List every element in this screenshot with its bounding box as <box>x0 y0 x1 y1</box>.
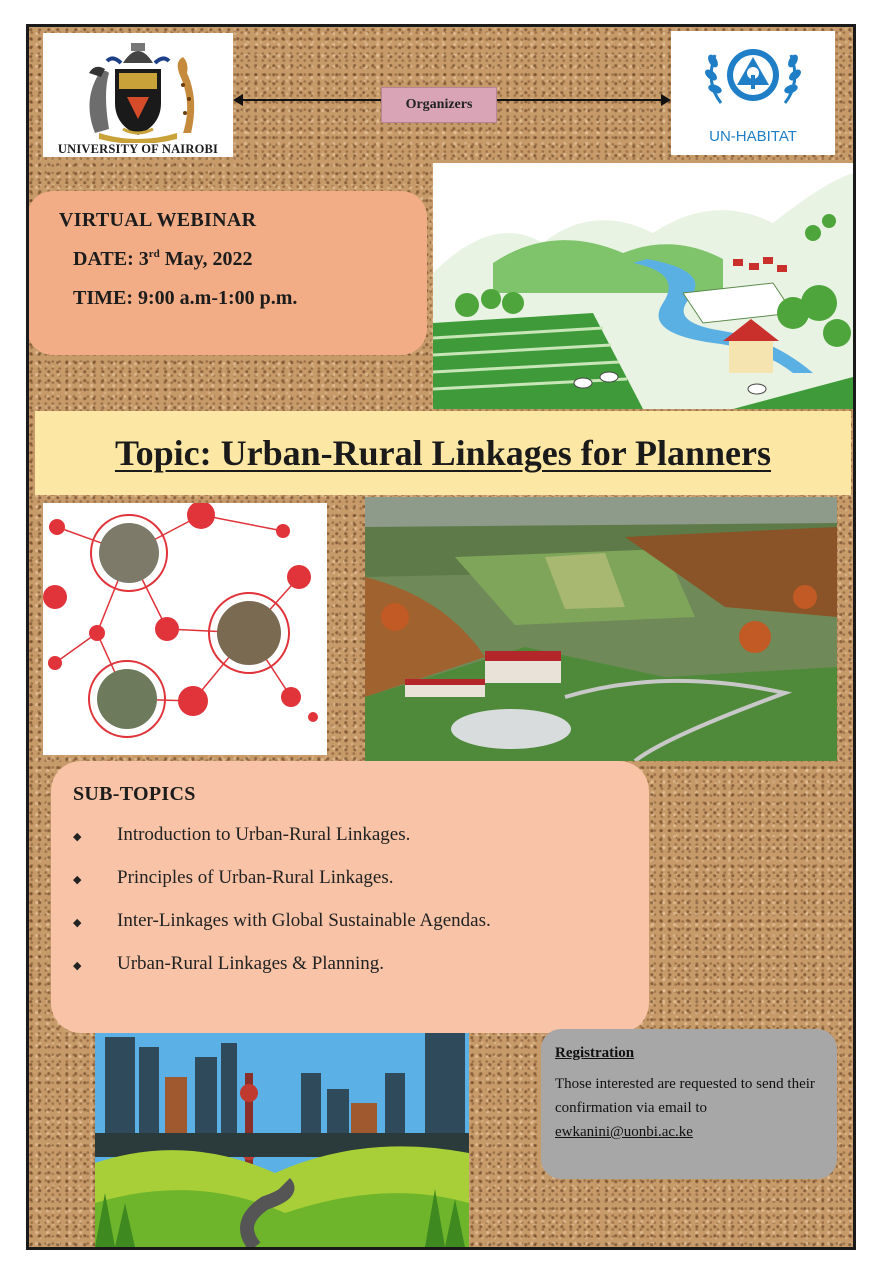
subtopics-list <box>73 824 649 996</box>
subtopic-text: Introduction to Urban-Rural Linkages. <box>117 824 411 845</box>
date-label: DATE: 3 <box>73 248 149 270</box>
university-crest-icon <box>43 33 233 143</box>
aerial-farm-photo <box>365 497 837 761</box>
arrow-left-icon <box>233 94 243 106</box>
date-rest: May, 2022 <box>159 248 253 270</box>
diamond-bullet-icon: ◆ <box>73 917 82 929</box>
registration-box <box>541 1029 837 1179</box>
landscape-illustration <box>433 163 853 409</box>
subtopic-text: Urban-Rural Linkages & Planning. <box>117 953 385 974</box>
city-skyline-illustration <box>95 1033 469 1247</box>
university-of-nairobi-logo <box>43 33 233 157</box>
webinar-date <box>73 248 427 271</box>
topic-title: Topic: Urban-Rural Linkages for Planners <box>114 433 772 473</box>
diamond-bullet-icon: ◆ <box>73 831 82 843</box>
subtopics-heading: SUB-TOPICS <box>73 783 196 805</box>
subtopic-text: Principles of Urban-Rural Linkages. <box>117 867 394 888</box>
webinar-title: VIRTUAL WEBINAR <box>59 209 257 231</box>
registration-text <box>555 1072 823 1144</box>
webinar-info-box <box>27 191 427 355</box>
list-item <box>73 910 649 953</box>
organizers-label: Organizers <box>381 87 497 123</box>
registration-heading: Registration <box>555 1045 635 1061</box>
diamond-bullet-icon: ◆ <box>73 874 82 886</box>
university-of-nairobi-caption: UNIVERSITY OF NAIROBI <box>57 142 219 156</box>
poster <box>26 24 856 1250</box>
subtopics-box <box>51 761 649 1033</box>
registration-body: Those interested are requested to send their confirmation via email to <box>555 1076 815 1116</box>
network-graphic <box>43 503 327 755</box>
date-suffix: rd <box>148 248 160 260</box>
webinar-time: TIME: 9:00 a.m-1:00 p.m. <box>73 287 298 309</box>
registration-email-link[interactable]: ewkanini@uonbi.ac.ke <box>555 1124 693 1140</box>
un-habitat-emblem-icon <box>671 31 835 121</box>
topic-banner <box>35 411 851 495</box>
subtopic-text: Inter-Linkages with Global Sustainable Agendas. <box>117 910 491 931</box>
un-habitat-caption: UN-HABITAT <box>709 128 797 145</box>
diamond-bullet-icon: ◆ <box>73 960 82 972</box>
arrow-right-icon <box>661 94 671 106</box>
list-item <box>73 953 649 996</box>
un-habitat-logo <box>671 31 835 155</box>
list-item <box>73 824 649 867</box>
list-item <box>73 867 649 910</box>
